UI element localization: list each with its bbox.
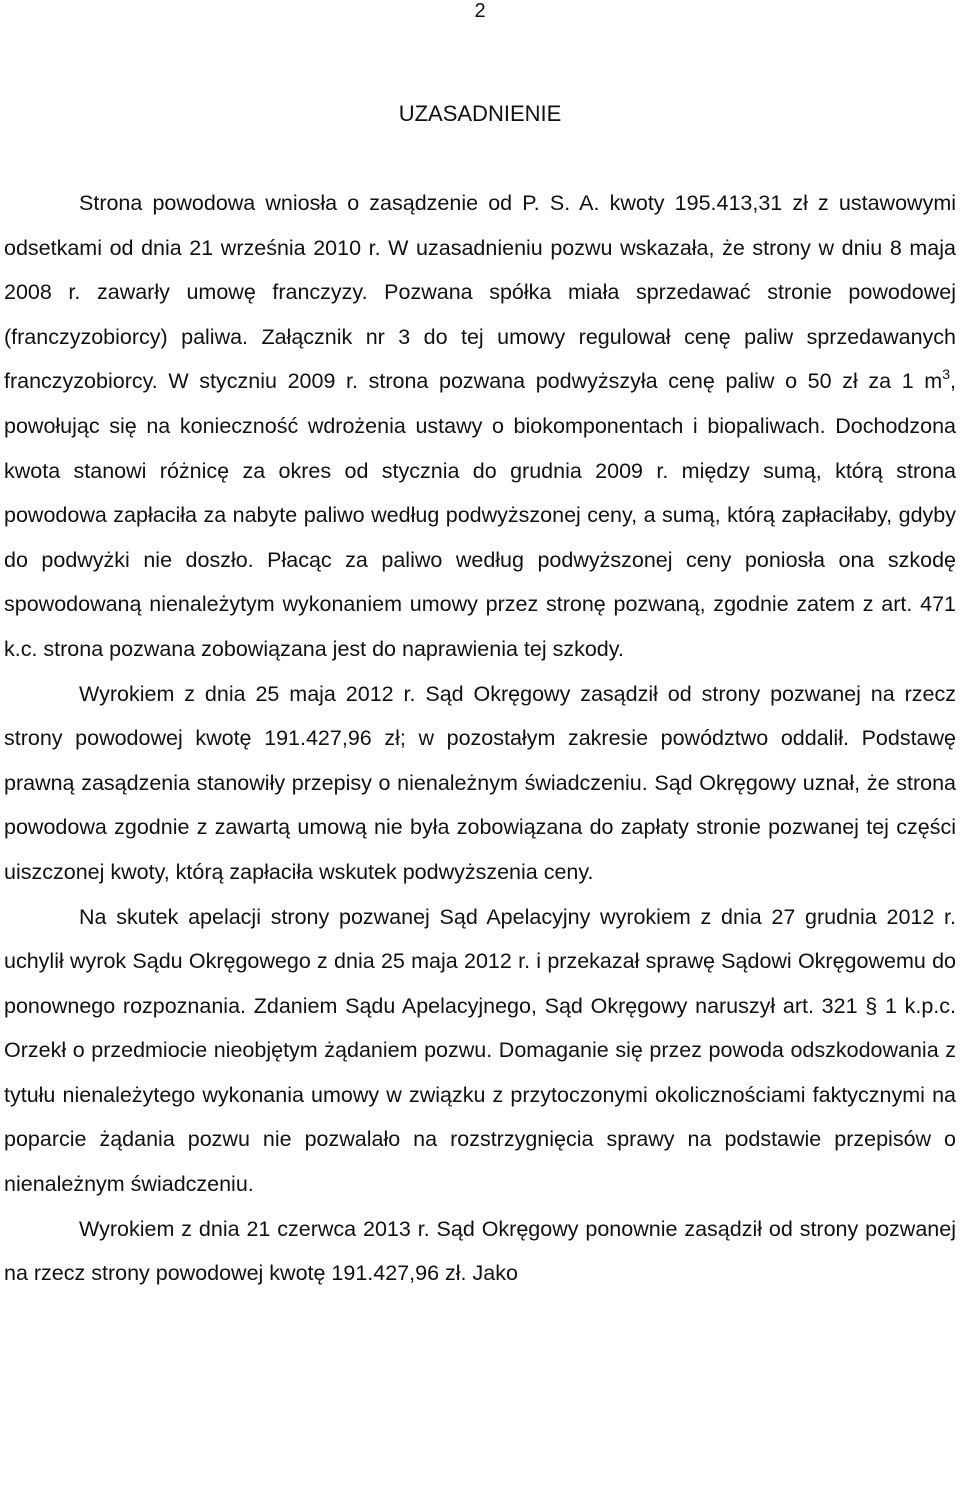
paragraph-1-text-a: Strona powodowa wniosła o zasądzenie od P. S. A. kwoty 195.413,31 zł z ustawowymi odsetkami od dnia 21 września 2010 r. W uzasadnieniu pozwu wskazała, że strony w dniu 8 maja 2008 r. zawarły umowę franczyzy. Pozwana spółka miała sprzedawać stronie powodowej (franczyzobiorcy) paliwa. Załącznik nr 3 do tej umowy regulował cenę paliw sprzedawanych franczyzobiorcy. W styczniu 2009 r. strona pozwana podwyższyła cenę paliw o 50 zł za 1 m [4,191,956,394]
document-body [4,181,956,1296]
document-title: UZASADNIENIE [398,101,562,126]
paragraph-2: Wyrokiem z dnia 25 maja 2012 r. Sąd Okręgowy zasądził od strony pozwanej na rzecz strony powodowej kwotę 191.427,96 zł; w pozostałym zakresie powództwo oddalił. Podstawę prawną zasądzenia stanowiły przepisy o nienależnym świadczeniu. Sąd Okręgowy uznał, że strona powodowa zgodnie z zawartą umową nie była zobowiązana do zapłaty stronie pozwanej tej części uiszczonej kwoty, którą zapłaciła wskutek podwyższenia ceny. [4,681,956,884]
paragraph-4: Wyrokiem z dnia 21 czerwca 2013 r. Sąd Okręgowy ponownie zasądził od strony pozwanej na rzecz strony powodowej kwotę 191.427,96 zł. Jako [4,1216,956,1286]
paragraph-3: Na skutek apelacji strony pozwanej Sąd Apelacyjny wyrokiem z dnia 27 grudnia 2012 r. uchylił wyrok Sądu Okręgowego z dnia 25 maja 2012 r. i przekazał sprawę Sądowi Okręgowemu do ponownego rozpoznania. Zdaniem Sądu Apelacyjnego, Sąd Okręgowy naruszył art. 321 § 1 k.p.c. Orzekł o przedmiocie nieobjętym żądaniem pozwu. Domaganie się przez powoda odszkodowania z tytułu nienależytego wykonania umowy w związku z przytoczonymi okolicznościami faktycznymi na poparcie żądania pozwu nie pozwalało na rozstrzygnięcia sprawy na podstawie przepisów o nienależnym świadczeniu. [4,904,956,1197]
paragraph-1 [4,181,956,672]
superscript-3: 3 [942,366,951,383]
paragraph-1-text-b: , powołując się na konieczność wdrożenia ustawy o biokomponentach i biopaliwach. Dochodzona kwota stanowi różnicę za okres od stycznia do grudnia 2009 r. między sumą, którą strona powodowa zapłaciła za nabyte paliwo według podwyższonej ceny, a sumą, którą zapłaciłaby, gdyby do podwyżki nie doszło. Płacąc za paliwo według podwyższonej ceny poniosła ona szkodę spowodowaną nienależytym wykonaniem umowy przez stronę pozwaną, zgodnie zatem z art. 471 k.c. strona pozwana zobowiązana jest do naprawienia tej szkody. [4,369,956,661]
page-number: 2 [474,0,486,22]
